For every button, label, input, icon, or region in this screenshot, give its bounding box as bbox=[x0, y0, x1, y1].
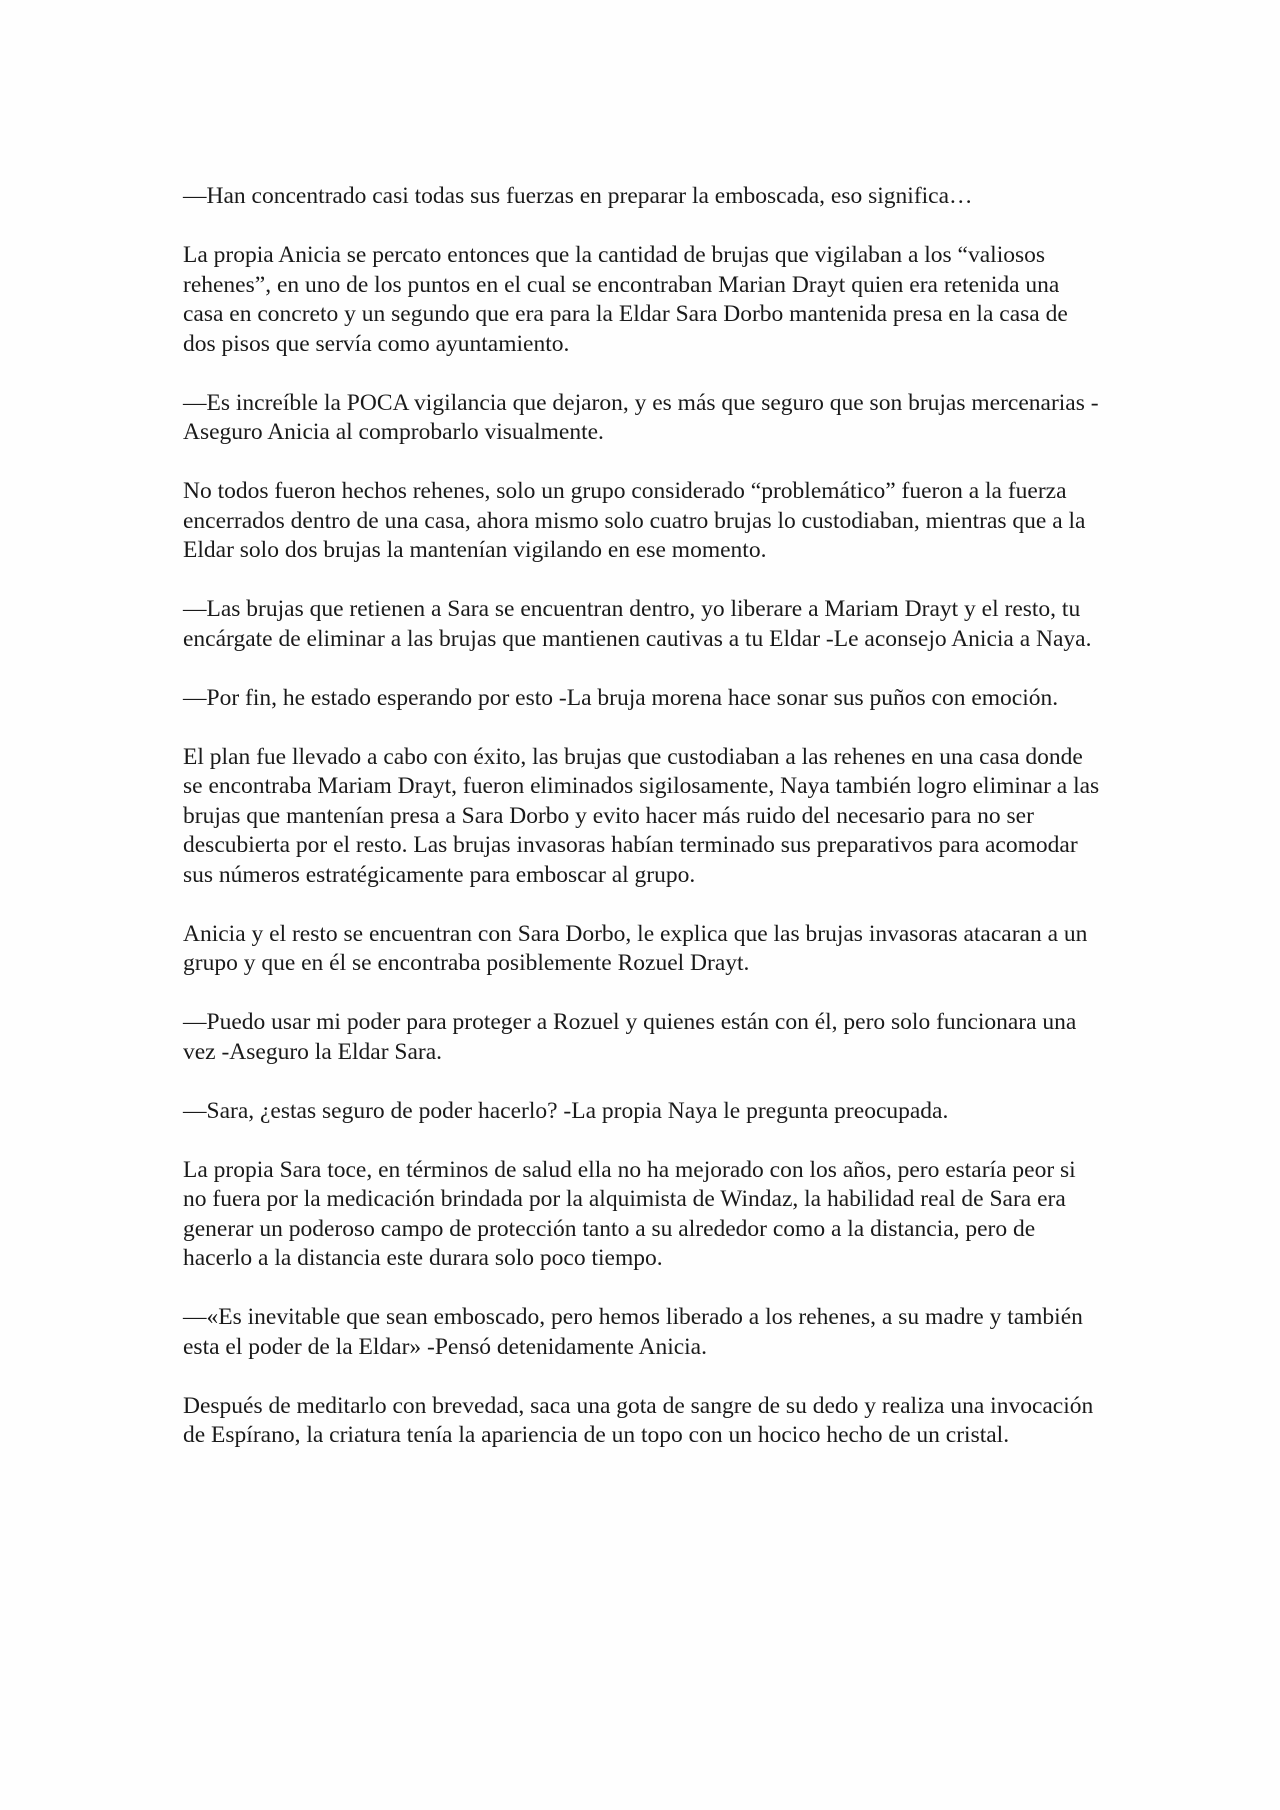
paragraph-12: —«Es inevitable que sean emboscado, pero hemos liberado a los rehenes, a su madre y también esta el poder de la Eldar» -Pensó detenidamente Anicia. bbox=[183, 1304, 1083, 1360]
paragraph-6: —Por fin, he estado esperando por esto -La bruja morena hace sonar sus puños con emoción. bbox=[183, 684, 1059, 711]
paragraph-13: Después de meditarlo con brevedad, saca una gota de sangre de su dedo y realiza una invocación de Espírano, la criatura tenía la apariencia de un topo con un hocico hecho de un cristal. bbox=[183, 1392, 1094, 1448]
paragraph-4: No todos fueron hechos rehenes, solo un grupo considerado “problemático” fueron a la fuerza encerrados dentro de una casa, ahora mismo solo cuatro brujas lo custodiaban, mientras que a la Eldar solo dos brujas la mantenían vigilando en ese momento. bbox=[183, 478, 1086, 563]
paragraph-8: Anicia y el resto se encuentran con Sara Dorbo, le explica que las brujas invasoras atacaran a un grupo y que en él se encontraba posiblemente Rozuel Drayt. bbox=[183, 920, 1088, 976]
paragraph-5: —Las brujas que retienen a Sara se encuentran dentro, yo liberare a Mariam Drayt y el resto, tu encárgate de eliminar a las brujas que mantienen cautivas a tu Eldar -Le aconsejo Anicia a Naya. bbox=[183, 596, 1092, 652]
paragraph-11: La propia Sara toce, en términos de salud ella no ha mejorado con los años, pero estaría peor si no fuera por la medicación brindada por la alquimista de Windaz, la habilidad real de Sara era generar un poderoso campo de protección tanto a su alrededor como a la distancia, pero de hacerlo a la distancia este durara solo poco tiempo. bbox=[183, 1156, 1076, 1271]
paragraph-3: —Es increíble la POCA vigilancia que dejaron, y es más que seguro que son brujas mercenarias -Aseguro Anicia al comprobarlo visualmente. bbox=[183, 389, 1099, 445]
document-body bbox=[183, 182, 1103, 1480]
paragraph-7: El plan fue llevado a cabo con éxito, las brujas que custodiaban a las rehenes en una casa donde se encontraba Mariam Drayt, fueron eliminados sigilosamente, Naya también logro eliminar a las brujas que mantenían presa a Sara Dorbo y evito hacer más ruido del necesario para no ser descubierta por el resto. Las brujas invasoras habían terminado sus preparativos para acomodar sus números estratégicamente para emboscar al grupo. bbox=[183, 743, 1100, 888]
paragraph-2: La propia Anicia se percato entonces que la cantidad de brujas que vigilaban a los “valiosos rehenes”, en uno de los puntos en el cual se encontraban Marian Drayt quien era retenida una casa en concreto y un segundo que era para la Eldar Sara Dorbo mantenida presa en la casa de dos pisos que servía como ayuntamiento. bbox=[183, 242, 1068, 357]
paragraph-9: —Puedo usar mi poder para proteger a Rozuel y quienes están con él, pero solo funcionara una vez -Aseguro la Eldar Sara. bbox=[183, 1009, 1077, 1065]
paragraph-1: —Han concentrado casi todas sus fuerzas en preparar la emboscada, eso significa… bbox=[183, 183, 973, 209]
paragraph-10: —Sara, ¿estas seguro de poder hacerlo? -La propia Naya le pregunta preocupada. bbox=[183, 1097, 949, 1124]
